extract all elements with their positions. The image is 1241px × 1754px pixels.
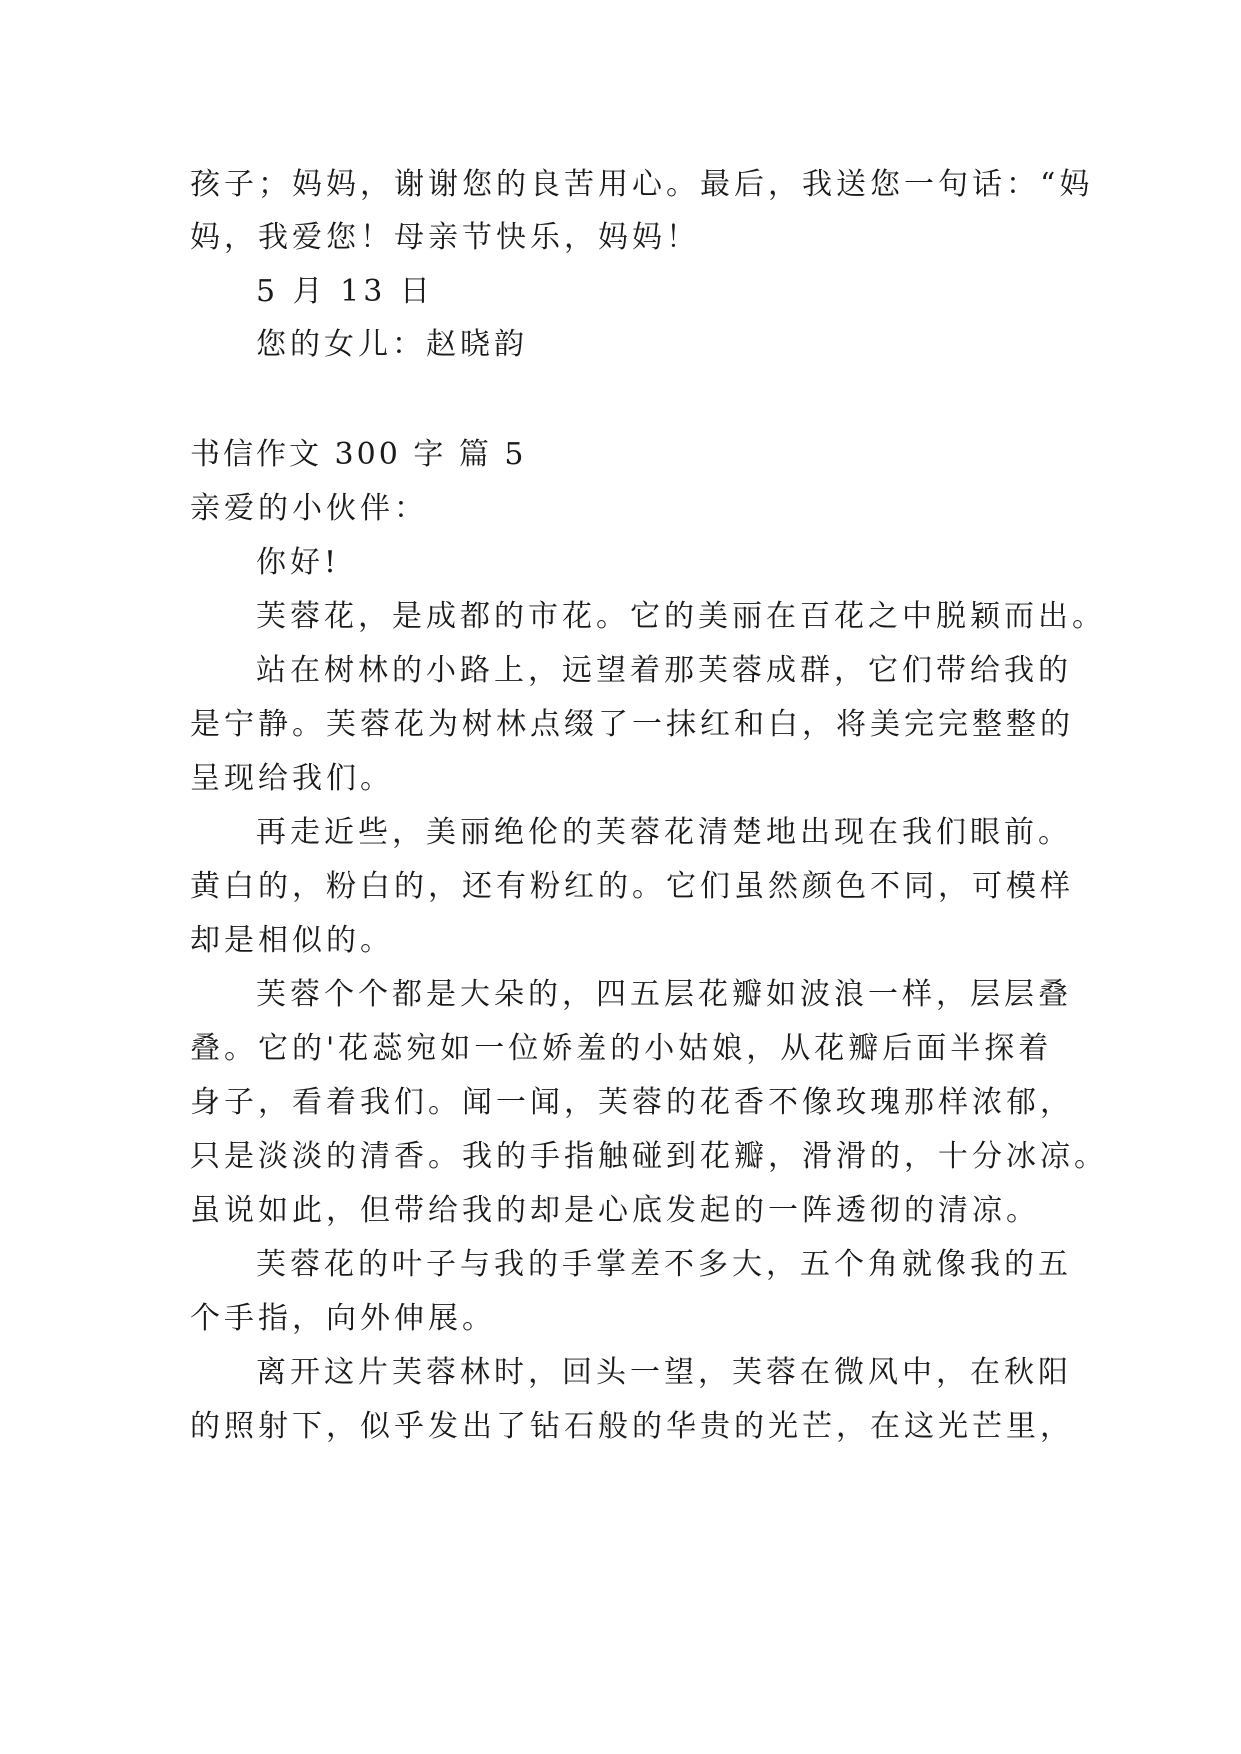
paragraph-line: 芙蓉个个都是大朵的，四五层花瓣如波浪一样，层层叠 bbox=[256, 977, 1072, 1012]
paragraph-line: 却是相似的。 bbox=[190, 923, 394, 958]
greeting: 你好! bbox=[256, 545, 341, 580]
letter-date: 5 月 13 日 bbox=[256, 274, 434, 309]
text-line: 孩子；妈妈，谢谢您的良苦用心。最后，我送您一句话：“妈 bbox=[190, 167, 1094, 202]
article-title: 书信作文 300 字 篇 5 bbox=[190, 437, 527, 472]
paragraph-line: 芙蓉花，是成都的市花。它的美丽在百花之中脱颖而出。 bbox=[256, 599, 1106, 634]
salutation: 亲爱的小伙伴： bbox=[190, 491, 428, 526]
paragraph-line: 个手指，向外伸展。 bbox=[190, 1301, 496, 1336]
paragraph-line: 叠。它的'花蕊宛如一位娇羞的小姑娘，从花瓣后面半探着 bbox=[190, 1031, 1053, 1066]
paragraph-line: 是宁静。芙蓉花为树林点缀了一抹红和白，将美完完整整的 bbox=[190, 707, 1074, 742]
text-line: 妈，我爱您！母亲节快乐，妈妈！ bbox=[190, 220, 700, 255]
paragraph-line: 离开这片芙蓉林时，回头一望，芙蓉在微风中，在秋阳 bbox=[256, 1355, 1072, 1390]
paragraph-line: 身子，看着我们。闻一闻，芙蓉的花香不像玫瑰那样浓郁， bbox=[190, 1085, 1074, 1120]
paragraph-line: 站在树林的小路上，远望着那芙蓉成群，它们带给我的 bbox=[256, 653, 1072, 688]
paragraph-line: 黄白的，粉白的，还有粉红的。它们虽然颜色不同，可模样 bbox=[190, 869, 1074, 904]
paragraph-line: 呈现给我们。 bbox=[190, 761, 394, 796]
paragraph-line: 再走近些，美丽绝伦的芙蓉花清楚地出现在我们眼前。 bbox=[256, 815, 1072, 850]
paragraph-line: 的照射下，似乎发出了钻石般的华贵的光芒，在这光芒里， bbox=[190, 1409, 1074, 1444]
paragraph-line: 只是淡淡的清香。我的手指触碰到花瓣，滑滑的，十分冰凉。 bbox=[190, 1139, 1108, 1174]
letter-signature: 您的女儿：赵晓韵 bbox=[256, 327, 528, 362]
paragraph-line: 芙蓉花的叶子与我的手掌差不多大，五个角就像我的五 bbox=[256, 1247, 1072, 1282]
paragraph-line: 虽说如此，但带给我的却是心底发起的一阵透彻的清凉。 bbox=[190, 1193, 1040, 1228]
